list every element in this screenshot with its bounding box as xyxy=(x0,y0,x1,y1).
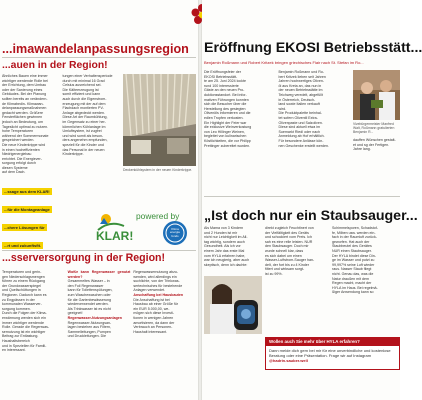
ekosi-column-b xyxy=(279,70,351,182)
column-d xyxy=(68,270,131,398)
text-line: diesen Systeme xyxy=(2,165,28,170)
text-line: Beitrag zur Entlastung. xyxy=(2,334,39,339)
text-line: es sich dabei um einen xyxy=(265,253,302,258)
text-line: Herstellung des gesiegten xyxy=(204,106,246,111)
hyla-column-a xyxy=(204,226,262,276)
text-line: Prettinger zubereitet wurden. xyxy=(204,143,251,148)
text-line: direkt zugleich Feuchtinert von xyxy=(265,226,314,230)
text-line: Die Produktpalette beinhal- xyxy=(278,111,322,116)
text-line: und schockiert vom Preis. Ich xyxy=(265,235,312,240)
text-line: Jahre lang. xyxy=(353,147,371,152)
text-line: Der HYLA bindet diese Din- xyxy=(332,253,376,258)
text-line: 99,997% seine Luft wieder xyxy=(332,262,375,267)
text-line: delt, der fort bis zu 4 Kinder xyxy=(265,262,309,267)
text-line: et und sg der Fertigen. xyxy=(353,142,390,147)
text-line: und wird somit als beson- xyxy=(62,133,104,138)
text-line: Regionen. Dadurch kann es xyxy=(2,292,47,297)
text-line: Niedrigenergiebau xyxy=(2,152,32,157)
text-line: wiederverwendet werden. xyxy=(67,302,109,307)
text-line: Regenwasser-Nutzungsan- xyxy=(67,320,112,325)
text-line: Gäste an den neuen Pro- xyxy=(204,88,245,93)
text-line: Regenwassernutzung abzu- xyxy=(133,270,179,274)
text-line: edlen Tropfen verkosten. xyxy=(204,115,244,120)
text-line: de Klimabedin- Klimawan- xyxy=(2,101,44,106)
text-line: geeignet! xyxy=(67,311,83,316)
text-line: EKOSI Betriebsstätt- xyxy=(204,74,238,79)
text-line: auf dem Dach. xyxy=(2,170,26,175)
text-line: Olivenöls informieren und die xyxy=(204,111,251,116)
text-line: Hausbau ab einer Größe für xyxy=(133,302,179,307)
text-line: Jahren hochwertiges Oliven- xyxy=(278,79,325,84)
text-line: nicht nur Leichtigkeit im All- xyxy=(204,235,248,240)
text-line: und in Speziellen für Famili- xyxy=(2,343,47,348)
text-line: den Staubsauger. Doch mir xyxy=(265,244,309,249)
text-line: Flachdach montierten PV- xyxy=(62,106,104,111)
text-line: errichtet. Die Energiever- xyxy=(2,156,42,161)
text-line: Tageslicht optimal zu nutzen. xyxy=(2,124,49,129)
text-line: war ich neugierig, aber auch xyxy=(204,258,250,263)
section-rule xyxy=(2,250,196,251)
text-line: begleitet von kulinarischen xyxy=(204,134,247,139)
text-line: Die Eröffnungsfeier der xyxy=(204,70,241,74)
text-line: in einen hocheffizienten xyxy=(2,147,40,152)
highlight-line: ...chere Lösungen für xyxy=(4,225,45,230)
text-line: land sowie Italien verkauft xyxy=(278,102,320,107)
column-e xyxy=(133,270,196,398)
byline: Benjamin Roßmann und Robert Kritzek bringen griechisches Flair nach St. Stefan im Ro... xyxy=(204,60,364,65)
text-line: einem Jahr das erste Mal xyxy=(204,248,245,253)
text-line: duktionsstandort. Bei infor- xyxy=(204,92,247,97)
text-line: Für besondere Anlässe kön- xyxy=(278,138,324,143)
text-line: ge im Wasser und putzt zu xyxy=(332,258,375,263)
text-line: Gesundheit. Als ich vor xyxy=(204,244,241,249)
text-line: der neuen Betriebsstätte im xyxy=(278,88,323,93)
text-line: vom HYLA erfahren habe, xyxy=(204,253,246,258)
text-line: wenden, wird allerdings ein xyxy=(133,274,177,279)
text-line: gedacht werden. Größere xyxy=(2,110,43,115)
right-page xyxy=(202,0,422,400)
text-line: Diese Art der Raumkühlung, xyxy=(62,115,108,120)
klar-logo-text: KLAR! xyxy=(96,229,134,243)
text-line: in Österreich, Deutsch- xyxy=(278,97,316,102)
text-line: Fensterflächen gewinnen xyxy=(2,115,43,120)
hyla-column-c xyxy=(332,226,400,336)
left-page xyxy=(0,0,198,400)
text-line: ein EUR 5.000,00, we- xyxy=(133,306,170,311)
headline-wasserversorgung: ...sserversorgung in der Region! xyxy=(2,252,166,264)
text-line: bert Kritzek lieben seit Jahren xyxy=(278,74,326,79)
text-line: geworfen. Hat auch der xyxy=(332,239,370,244)
text-line: Als Trinkwasser ist es nicht xyxy=(67,306,111,311)
text-line: Gebäudes. Bei der Planung xyxy=(2,92,47,97)
text-line: wird. xyxy=(278,106,287,111)
text-line: sertechnisches für bestehende xyxy=(133,283,183,288)
klar-logo xyxy=(94,210,138,244)
info-box-title: Wollen auch Sie mehr über HYLA erfahren? xyxy=(266,338,399,346)
text-line: nen Geschenke erstellt werden. xyxy=(278,143,330,148)
text-line: Die neue Kinderkrippe wird xyxy=(2,142,46,147)
text-line: Haushalt interessant. xyxy=(133,329,168,334)
text-line: fe, Milben usw. werden ein- xyxy=(332,230,376,235)
text-line: Verbrauch an Personen- xyxy=(133,325,173,330)
text-line: von Leo Hillinger Weinen, xyxy=(204,129,245,134)
klimafonds-logo-text: Klima energie fonds xyxy=(169,227,180,238)
text-line: Sammelleitungen, Pumpen xyxy=(67,329,111,334)
text-line: Benjamin Roßmann und Ro- xyxy=(278,70,325,74)
text-line: Staubbeutel des Gerätes xyxy=(332,244,372,249)
text-line: zum Waschewaschen oder xyxy=(67,292,111,297)
powered-by-label: powered by xyxy=(136,211,180,221)
info-box-text: Dann melde dich gern bei mir für eine unverbindliche und kostenlose Beratung oder eine Präsentation. Frage wir auf Instagram xyxy=(269,348,391,358)
text-line: gen Niederschlagsmengen xyxy=(2,274,45,279)
ekosi-columns xyxy=(204,70,350,182)
hyla-info-box xyxy=(265,337,400,370)
vacuum-photo xyxy=(204,276,262,334)
text-line: skeptisch, denn ich dachte: xyxy=(204,262,248,267)
text-line: Umluftsystem, ist zugfrei xyxy=(62,129,102,134)
column-c xyxy=(2,270,65,398)
text-line: im Gegensatz zu einer her- xyxy=(62,119,106,124)
text-line: gespeichert werden. xyxy=(2,138,35,143)
text-line: kommunalen Wasserver- xyxy=(2,302,42,307)
text-line: rund 100 interessierte xyxy=(204,83,239,88)
text-line: sorgung erfolgt durch xyxy=(2,161,36,166)
text-line: hohe Temperaturen xyxy=(2,129,34,134)
text-line: Die Kälteerzeugung ist xyxy=(62,87,99,92)
text-line: sich die Besucher über die xyxy=(204,102,247,107)
text-line: Köstlichkeiten, die vor Philipp xyxy=(204,138,251,143)
text-line: nicht. Genau das, was die xyxy=(332,271,374,276)
text-line: Diese sind aktuell etwa im xyxy=(278,125,321,130)
text-line: der Grundwasserspiegel xyxy=(2,283,41,288)
text-line: amortisieren, da dann der xyxy=(133,320,175,325)
text-line: erwärmung werden sich ein xyxy=(2,315,46,320)
text-line: en interessant. xyxy=(2,348,26,353)
article-columns-bottom xyxy=(2,270,196,398)
text-line: den Foil Regenwasser xyxy=(67,283,104,288)
text-line: Olivenpaste und Salzoliven. xyxy=(278,120,323,125)
highlight-quote xyxy=(2,180,94,252)
text-line: lagen bestehen aus Filtern, xyxy=(67,325,112,330)
headline-klimawandel: ...imawandelanpassungsregion xyxy=(2,42,189,56)
text-line: Als Mama von 3 Kindern xyxy=(204,226,244,230)
text-line: te am 25. Juni 2024 lockte xyxy=(204,79,246,84)
text-line: Die Anschaffung ist bei xyxy=(133,297,170,302)
text-line: sorgung kommen. xyxy=(2,306,31,311)
portrait-photo xyxy=(353,70,400,120)
text-line: führen zu einem Rückgang xyxy=(2,279,45,284)
text-line: die exklusive Weinverkostung xyxy=(204,125,252,130)
text-line: jedoch an Bedeutung, um xyxy=(2,119,43,124)
ceiling-photo xyxy=(123,74,196,166)
text-line: dauffen Wünschen gestalt- xyxy=(353,138,396,142)
text-line: und Quellschüttungen in xyxy=(2,288,41,293)
text-line: Wasser-Luftstrom-Sauger han- xyxy=(265,258,315,263)
text-line: wurde schnell klar, dass xyxy=(265,248,304,253)
ekosi-column-a xyxy=(204,70,276,182)
text-line: zu Engpässen in der xyxy=(2,297,35,302)
instagram-link[interactable]: @hadrin.sauber.well xyxy=(269,358,308,363)
section-rule-right xyxy=(204,196,400,197)
text-line: durch mit minimal 16 Grad xyxy=(62,78,105,83)
text-line: speziell für die Kinder und xyxy=(62,142,104,147)
text-line: für die Gartenbewässerung xyxy=(67,297,112,302)
text-line: mögen sich diese Investi- xyxy=(133,311,174,316)
text-line: der Errichtung, dem Umbau xyxy=(2,83,47,88)
text-line: raus. Nasser Staub fliegt xyxy=(332,267,372,272)
ekosi-column-c xyxy=(353,138,400,168)
text-line: sernutzung ist ein wichtiger xyxy=(2,329,46,334)
highlight-line: ...ssage aus dem KLAR! xyxy=(4,189,50,194)
text-line: sollten bereits an verändern- xyxy=(2,96,48,101)
column-subheading: Wofür kann Regenwasser genutzt werden? xyxy=(67,270,131,279)
text-line: kömmlichen Kühlanlage im xyxy=(62,124,106,129)
text-line: kann für Toilettenspülungen, xyxy=(67,288,113,293)
info-box-body xyxy=(266,346,399,365)
text-line: Teichweg veredelt, abgefüllt xyxy=(278,92,323,97)
text-line: öl aus Kreta an, das nun in xyxy=(278,83,322,88)
text-line: Durch die Folgen der Klima- xyxy=(2,311,47,316)
text-line: filtert und wirksam sorgt- xyxy=(265,267,305,272)
text-line: das Personal in der neuen xyxy=(62,147,105,152)
text-line: wichtiger werdende Rolle bei xyxy=(2,78,48,83)
text-line: Suemarkt Riedl oder nach xyxy=(278,129,321,134)
text-line: ßiger Anwendung kann so xyxy=(332,290,374,295)
column-subheading: Anschaffung bei Hausbauten xyxy=(133,292,184,297)
text-line: Anlagen verwendet. xyxy=(133,288,166,293)
text-line: Anlage abgedeckt werden. xyxy=(62,110,106,115)
text-line: Regen macht, macht der xyxy=(332,281,372,286)
headline-ekosi: Eröffnung EKOSI Betriebsstätt... xyxy=(204,40,422,56)
highlight-line: ...rt und zukunftsfit. xyxy=(4,243,42,248)
headline-rule xyxy=(2,57,196,58)
photo-caption-left: Deckenkühlsystem in der neuen Kinderkrippe. xyxy=(123,168,193,172)
text-line: HYLA im Haus. Bei regelmä- xyxy=(332,285,378,290)
text-line: der Vielfältigkeit des Geräts xyxy=(265,230,309,235)
text-line: Celsius ausreichend sei. xyxy=(62,83,102,88)
text-line: Rolle. Gerade die Regenwas- xyxy=(2,325,50,330)
text-line: delanpassungsmaßnahmen xyxy=(2,106,47,111)
photo-caption-right: Vizebürgermeister Manfred Walt, Roßmann gratulierten Benjamin R... xyxy=(353,122,395,134)
text-line: Temperaturen und gerin- xyxy=(2,270,42,274)
text-line: tag wichtig, sondern auch xyxy=(204,239,245,244)
text-line: suchlichte, von der Trinkwas- xyxy=(133,279,180,284)
headline-staubsauger: „Ist doch nur ein Staubsauger... xyxy=(204,208,418,224)
text-line: somit effizient und kann xyxy=(62,92,101,97)
text-line: oder der Sanierung eines xyxy=(2,87,43,92)
text-line: sah es eine relle leisten. NUR xyxy=(265,239,313,244)
text-line: ders angenehm empfunden, xyxy=(62,138,108,143)
text-line: fach in der Raumluft zurück- xyxy=(332,235,377,240)
text-line: tionen in wenigen Jahren xyxy=(133,315,174,320)
column-b xyxy=(63,74,121,192)
klimafonds-logo xyxy=(162,220,188,246)
text-line: mativen Führungen konnten xyxy=(204,97,249,102)
text-line: erzeugung mit der auf dem xyxy=(62,101,106,106)
text-line: Gesammeltes Wasser – in xyxy=(67,279,110,284)
text-line: tet sofern Oliventil Extra- xyxy=(278,115,318,120)
text-line: NUR einen Staubsauger. xyxy=(332,248,372,253)
text-line: Natur draußen mit dem xyxy=(332,276,369,281)
highlight-line: ...für die Montageanlage xyxy=(4,207,50,212)
column-subheading: Regenwasser-Nutzungsanlagen xyxy=(67,315,122,320)
text-line: während der Sommermonate xyxy=(2,133,49,138)
text-line: auch durch die Eigenstrom- xyxy=(62,96,107,101)
text-line: Ähnliches Bauen eine immer xyxy=(2,74,48,78)
text-line: ist zu 99%. xyxy=(265,271,283,276)
subhead-bauen: ...auen in der Region! xyxy=(2,60,108,71)
article-columns-top xyxy=(2,74,120,192)
hyla-column-b xyxy=(265,226,329,336)
text-line: Haushaltsbereich xyxy=(2,338,30,343)
text-line: und Druckleitungen. Die xyxy=(67,334,107,339)
column-a xyxy=(2,74,60,192)
text-line: Ein Highlight der Feier war xyxy=(204,120,247,125)
text-line: Anmeldung ab Hof erhältlich. xyxy=(278,134,325,139)
text-line: Kinderkrippe. xyxy=(62,152,84,157)
text-line: und 2 Hunden ist mir xyxy=(204,230,238,235)
text-line: Schimmelsporen, Schadstof- xyxy=(332,226,378,230)
text-line: tungen einer Verhaltensperiode xyxy=(62,74,113,78)
text-line: immer wichtiger werdende xyxy=(2,320,44,325)
